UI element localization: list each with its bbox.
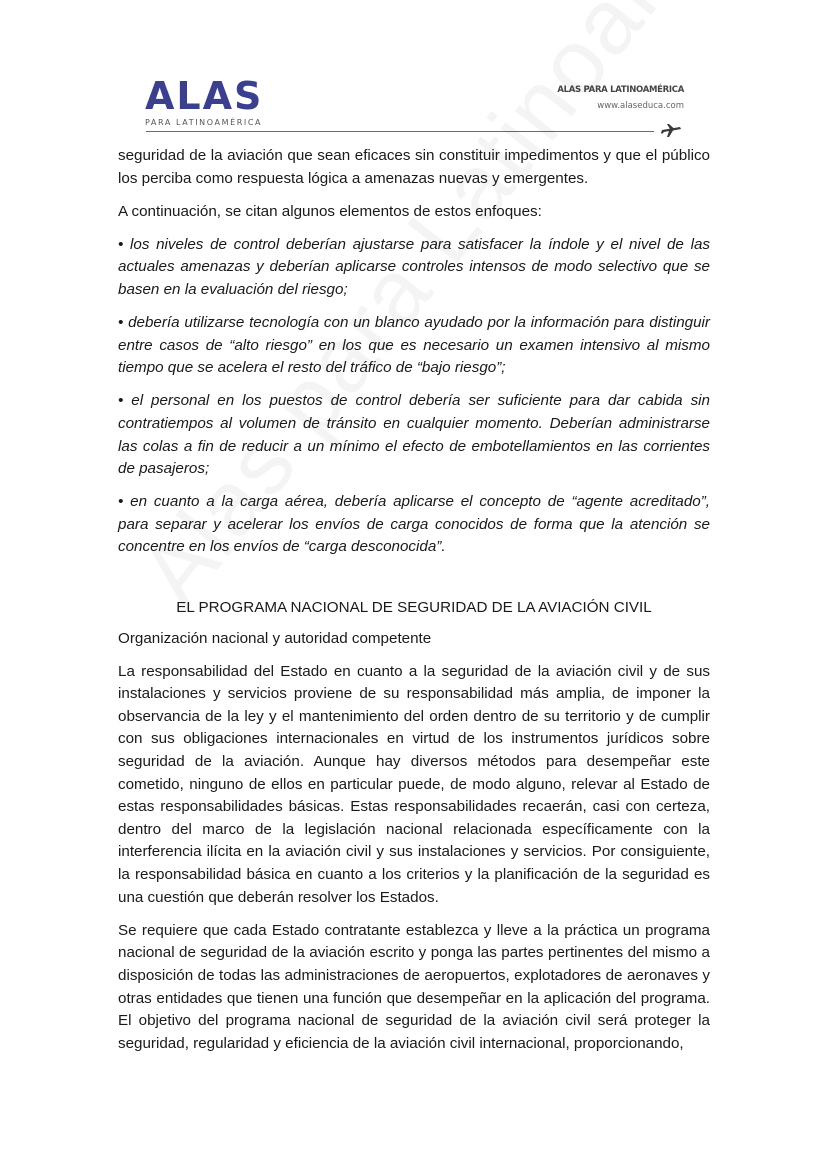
bullet-item: • los niveles de control deberían ajustarse para satisfacer la índole y el nivel de las actuales amenazas y deberían aplicarse controles intensos de modo selectivo que se basen en la evaluación del riesgo; bbox=[118, 235, 710, 298]
bullet-item: • en cuanto a la carga aérea, debería aplicarse el concepto de “agente acreditado”, para separar y acelerar los envíos de carga conocidos de forma que la atención se concentre en los envíos de “carga desconocida”. bbox=[118, 493, 710, 556]
airplane-icon bbox=[660, 121, 682, 139]
paragraph-list-intro: A continuación, se citan algunos elementos de estos enfoques: bbox=[118, 202, 542, 220]
page-header bbox=[0, 0, 828, 140]
header-divider bbox=[146, 131, 654, 132]
section-heading: EL PROGRAMA NACIONAL DE SEGURIDAD DE LA AVIACIÓN CIVIL bbox=[176, 599, 652, 616]
logo-wordmark: ALAS bbox=[145, 74, 264, 118]
header-brand-info bbox=[557, 85, 684, 111]
alas-logo bbox=[145, 76, 263, 127]
bullet-item: • el personal en los puestos de control debería ser suficiente para dar cabida sin contratiempos al volumen de tránsito en cualquier momento. Deberían administrarse las colas a fin de reducir a un mínimo el efecto de embotellamientos en las corrientes de pasajeros; bbox=[118, 392, 710, 478]
subheading: Organización nacional y autoridad competente bbox=[118, 629, 432, 647]
logo-subtitle: PARA LATINOAMÉRICA bbox=[145, 118, 263, 127]
brand-url: www.alaseduca.com bbox=[597, 101, 684, 111]
paragraph-programa: Se requiere que cada Estado contratante establezca y lleve a la práctica un programa nacional de seguridad de la aviación escrito y ponga las partes pertinentes del mismo a disposición de todas las administraciones de aeropuertos, explotadores de aeronaves y otras entidades que tienen una función que desempeñar en la aplicación del programa. El objetivo del programa nacional de seguridad de la aviación civil será proteger la seguridad, regularidad y eficiencia de la aviación civil internacional, proporcionando, bbox=[118, 921, 710, 1052]
brand-title: ALAS PARA LATINOAMÉRICA bbox=[557, 85, 684, 95]
bullet-item: • debería utilizarse tecnología con un blanco ayudado por la información para distinguir entre casos de “alto riesgo” en los que es necesario un examen intensivo al mismo tiempo que se acelera el resto del tráfico de “bajo riesgo”; bbox=[118, 314, 710, 377]
document-body bbox=[118, 145, 710, 1066]
paragraph-responsabilidad: La responsabilidad del Estado en cuanto a la seguridad de la aviación civil y de sus instalaciones y servicios proviene de su responsabilidad más amplia, de imponer la observancia de la ley y el mantenimiento del orden dentro de su territorio y de cumplir con sus obligaciones internacionales en virtud de los instrumentos jurídicos sobre seguridad de la aviación. Aunque hay diversos métodos para desempeñar este cometido, ninguno de ellos en particular puede, de modo alguno, relevar al Estado de estas responsabilidades básicas. Estas responsabilidades recaerán, casi con certeza, dentro del marco de la legislación nacional relacionada específicamente con la interferencia ilícita en la aviación civil y sus instalaciones y servicios. Por consiguiente, la responsabilidad básica en cuanto a los criterios y la planificación de la seguridad es una cuestión que deberán resolver los Estados. bbox=[118, 662, 710, 906]
paragraph-intro: seguridad de la aviación que sean eficaces sin constituir impedimentos y que el público los perciba como respuesta lógica a amenazas nuevas y emergentes. bbox=[118, 147, 710, 187]
